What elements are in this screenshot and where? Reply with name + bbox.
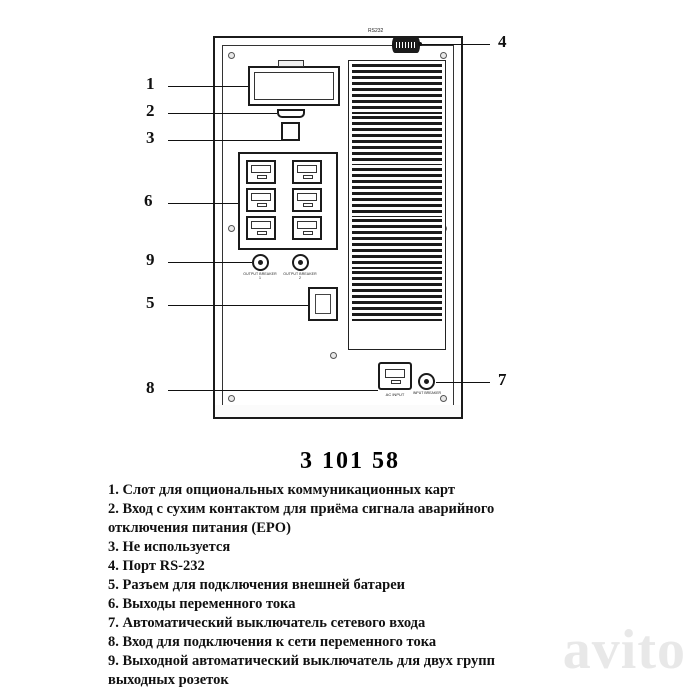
leader-line-7	[436, 382, 490, 383]
ac-outlet	[292, 188, 322, 212]
output-breaker-1-label: OUTPUT BREAKER 1	[243, 272, 277, 280]
ac-outlet	[246, 160, 276, 184]
callout-1: 1	[146, 74, 155, 93]
external-battery-connector	[308, 287, 338, 321]
legend-item: отключения питания (EPO)	[108, 520, 291, 536]
legend-item: 4. Порт RS-232	[108, 558, 205, 574]
screw-icon	[228, 395, 235, 402]
grille-section	[352, 168, 442, 218]
leader-line-6	[168, 203, 238, 204]
callout-4: 4	[498, 32, 507, 51]
leader-line-8	[168, 390, 378, 391]
leader-dot	[418, 42, 422, 46]
model-number: 3 101 58	[300, 448, 400, 474]
legend-item: 5. Разъем для подключения внешней батареи	[108, 577, 406, 593]
ventilation-grille	[348, 60, 446, 350]
callout-5: 5	[146, 293, 155, 312]
screw-icon	[440, 395, 447, 402]
ac-outlet	[246, 188, 276, 212]
option-card-slot-tab	[278, 60, 304, 67]
ac-outlet	[246, 216, 276, 240]
legend-item: 6. Выходы переменного тока	[108, 596, 296, 612]
unused-connector	[281, 122, 300, 141]
output-breaker-1	[252, 254, 269, 271]
leader-line-1	[168, 86, 248, 87]
watermark: avito	[562, 619, 686, 681]
callout-3: 3	[146, 128, 155, 147]
legend-list	[0, 481, 700, 690]
legend-item: 2. Вход с сухим контактом для приёма сигнала аварийного	[108, 501, 495, 517]
legend-item: 9. Выходной автоматический выключатель для двух групп	[108, 653, 495, 669]
leader-line-5	[168, 305, 308, 306]
legend-item: 7. Автоматический выключатель сетевого входа	[108, 615, 426, 631]
ac-outlet	[292, 216, 322, 240]
callout-7: 7	[498, 370, 507, 389]
callout-8: 8	[146, 378, 155, 397]
input-breaker-label: INPUT BREAKER	[412, 391, 442, 395]
screw-icon	[228, 52, 235, 59]
output-breaker-2-label: OUTPUT BREAKER 2	[283, 272, 317, 280]
grille-section	[352, 116, 442, 166]
option-card-slot-inner	[254, 72, 334, 100]
screw-icon	[228, 225, 235, 232]
callout-9: 9	[146, 250, 155, 269]
dry-contact-epo-port	[277, 109, 305, 118]
legend-item: 8. Вход для подключения к сети переменного тока	[108, 634, 437, 650]
rs232-port	[392, 37, 420, 53]
rs232-port-label: RS232	[368, 28, 384, 34]
ac-input-label: AC INPUT	[385, 392, 405, 397]
grille-section	[352, 271, 442, 321]
leader-line-4	[420, 44, 490, 45]
grille-section	[352, 64, 442, 114]
leader-line-2	[168, 113, 277, 114]
screw-icon	[440, 52, 447, 59]
ac-input-inlet	[378, 362, 412, 390]
ups-chassis-base	[213, 405, 463, 419]
input-breaker	[418, 373, 435, 390]
output-breaker-2	[292, 254, 309, 271]
legend-item: выходных розеток	[108, 672, 229, 688]
screw-icon	[330, 352, 337, 359]
legend-item: 3. Не используется	[108, 539, 231, 555]
callout-6: 6	[144, 191, 153, 210]
ac-outlet	[292, 160, 322, 184]
leader-line-3	[168, 140, 281, 141]
legend-section	[0, 448, 700, 690]
grille-section	[352, 219, 442, 269]
leader-line-9	[168, 262, 252, 263]
callout-2: 2	[146, 101, 155, 120]
legend-item: 1. Слот для опциональных коммуникационных карт	[108, 482, 455, 498]
